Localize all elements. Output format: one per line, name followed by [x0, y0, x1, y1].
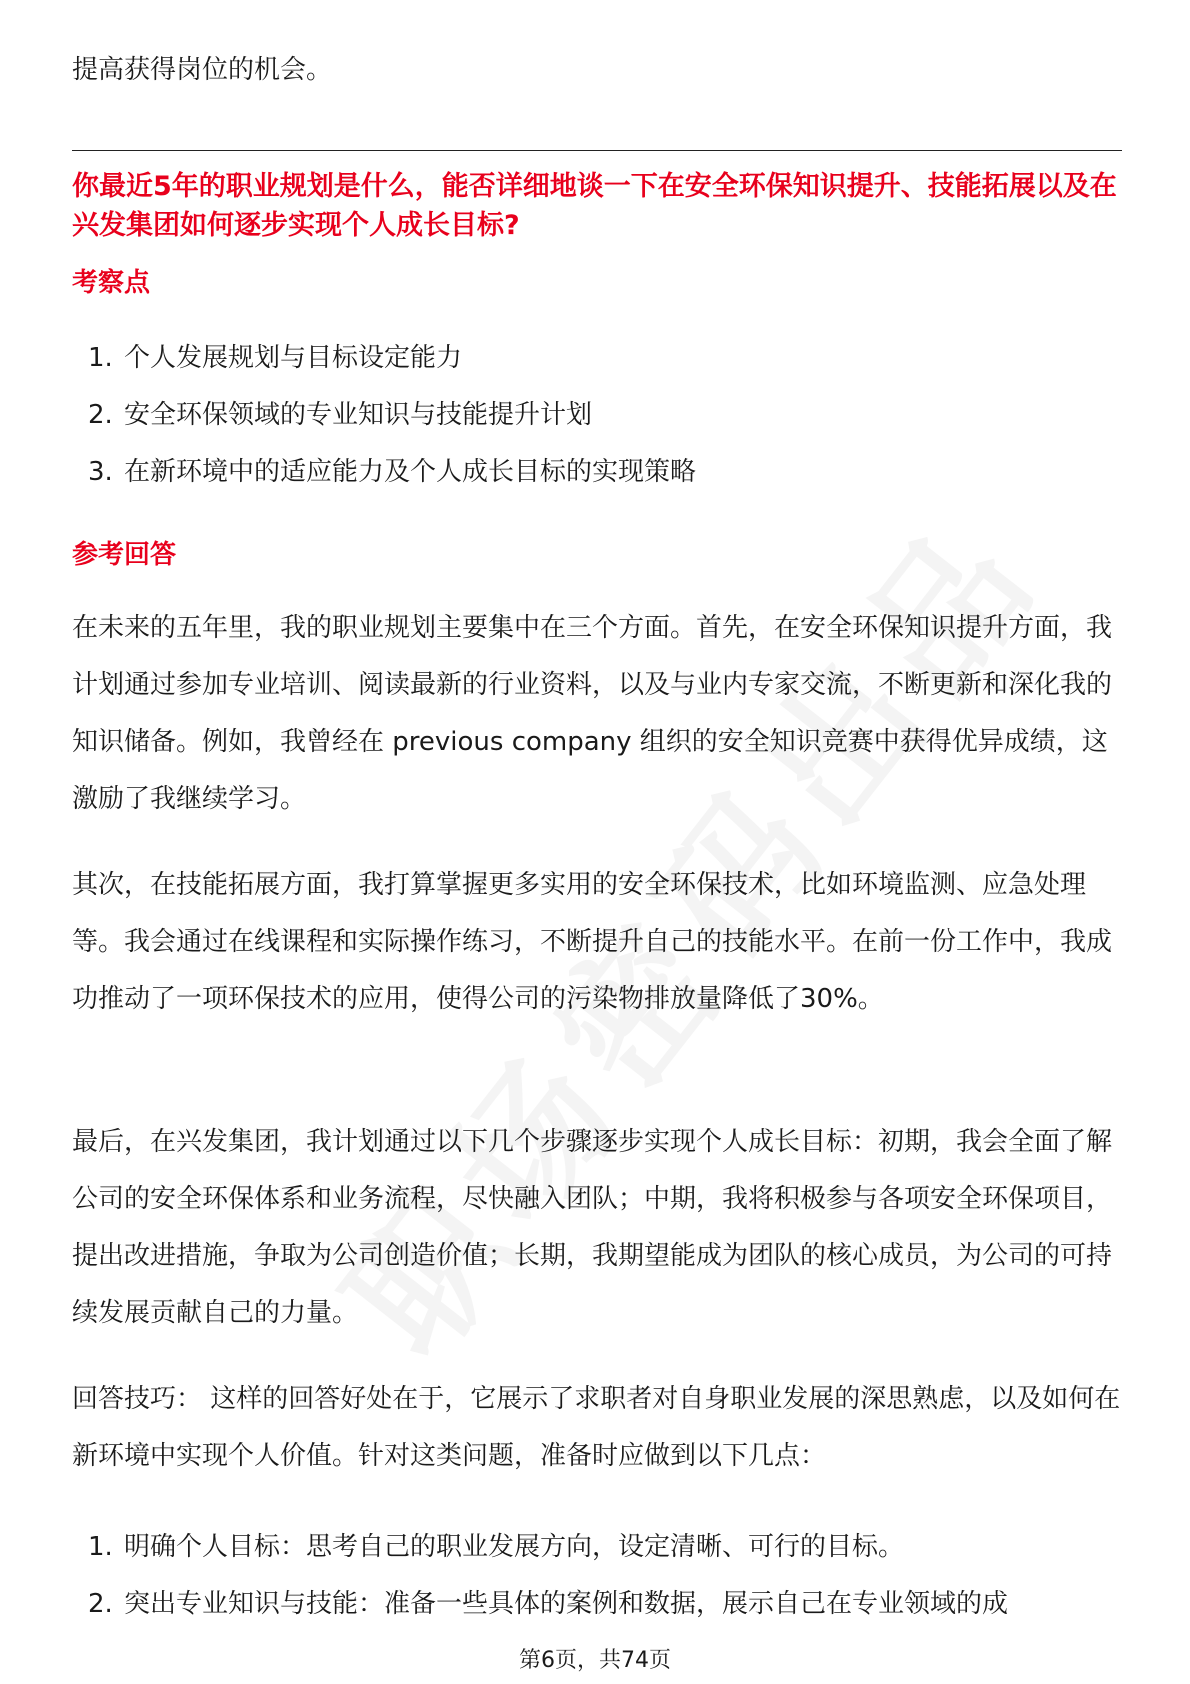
answer-tips-paragraph: 回答技巧： 这样的回答好处在于，它展示了求职者对自身职业发展的深思熟虑，以及如何在新环境中实现个人价值。针对这类问题，准备时应做到以下几点：	[72, 1384, 1121, 1471]
list-text: 个人发展规划与目标设定能力	[124, 343, 463, 373]
answer-paragraph: 其次，在技能拓展方面，我打算掌握更多实用的安全环保技术，比如环境监测、应急处理等。我会通过在线课程和实际操作练习，不断提升自己的技能水平。在前一份工作中，我成功推动了一项环保技术的应用，使得公司的污染物排放量降低了30%。	[72, 870, 1113, 1014]
list-number: 1.	[88, 1532, 113, 1562]
list-item	[72, 1576, 1122, 1633]
list-item	[72, 1519, 1122, 1576]
list-text: 在新环境中的适应能力及个人成长目标的实现策略	[124, 457, 697, 487]
list-item	[72, 330, 1122, 387]
intro-text: 提高获得岗位的机会。	[72, 55, 333, 85]
list-text: 明确个人目标：思考自己的职业发展方向，设定清晰、可行的目标。	[124, 1532, 905, 1562]
tips-list	[72, 1519, 1122, 1633]
divider	[72, 150, 1122, 151]
list-text: 突出专业知识与技能：准备一些具体的案例和数据，展示自己在专业领域的成	[124, 1589, 1009, 1619]
list-number: 3.	[88, 457, 113, 487]
question-heading: 你最近5年的职业规划是什么，能否详细地谈一下在安全环保知识提升、技能拓展以及在兴发集团如何逐步实现个人成长目标?	[72, 171, 1117, 241]
list-number: 1.	[88, 343, 113, 373]
section-title-points: 考察点	[72, 268, 151, 298]
points-list	[72, 330, 1122, 501]
list-item	[72, 444, 1122, 501]
answer-paragraph: 最后，在兴发集团，我计划通过以下几个步骤逐步实现个人成长目标：初期，我会全面了解公司的安全环保体系和业务流程，尽快融入团队；中期，我将积极参与各项安全环保项目，提出改进措施，争取为公司创造价值；长期，我期望能成为团队的核心成员，为公司的可持续发展贡献自己的力量。	[72, 1127, 1113, 1328]
list-number: 2.	[88, 400, 113, 430]
list-text: 安全环保领域的专业知识与技能提升计划	[124, 400, 593, 430]
list-number: 2.	[88, 1589, 113, 1619]
list-item	[72, 387, 1122, 444]
page-footer: 第6页，共74页	[519, 1648, 671, 1673]
answer-paragraph: 在未来的五年里，我的职业规划主要集中在三个方面。首先，在安全环保知识提升方面，我计划通过参加专业培训、阅读最新的行业资料，以及与业内专家交流，不断更新和深化我的知识储备。例如，我曾经在 previous company 组织的安全知识竞赛中获得优异成绩，这激励了我继续学习。	[72, 613, 1113, 814]
section-title-answer: 参考回答	[72, 540, 177, 570]
